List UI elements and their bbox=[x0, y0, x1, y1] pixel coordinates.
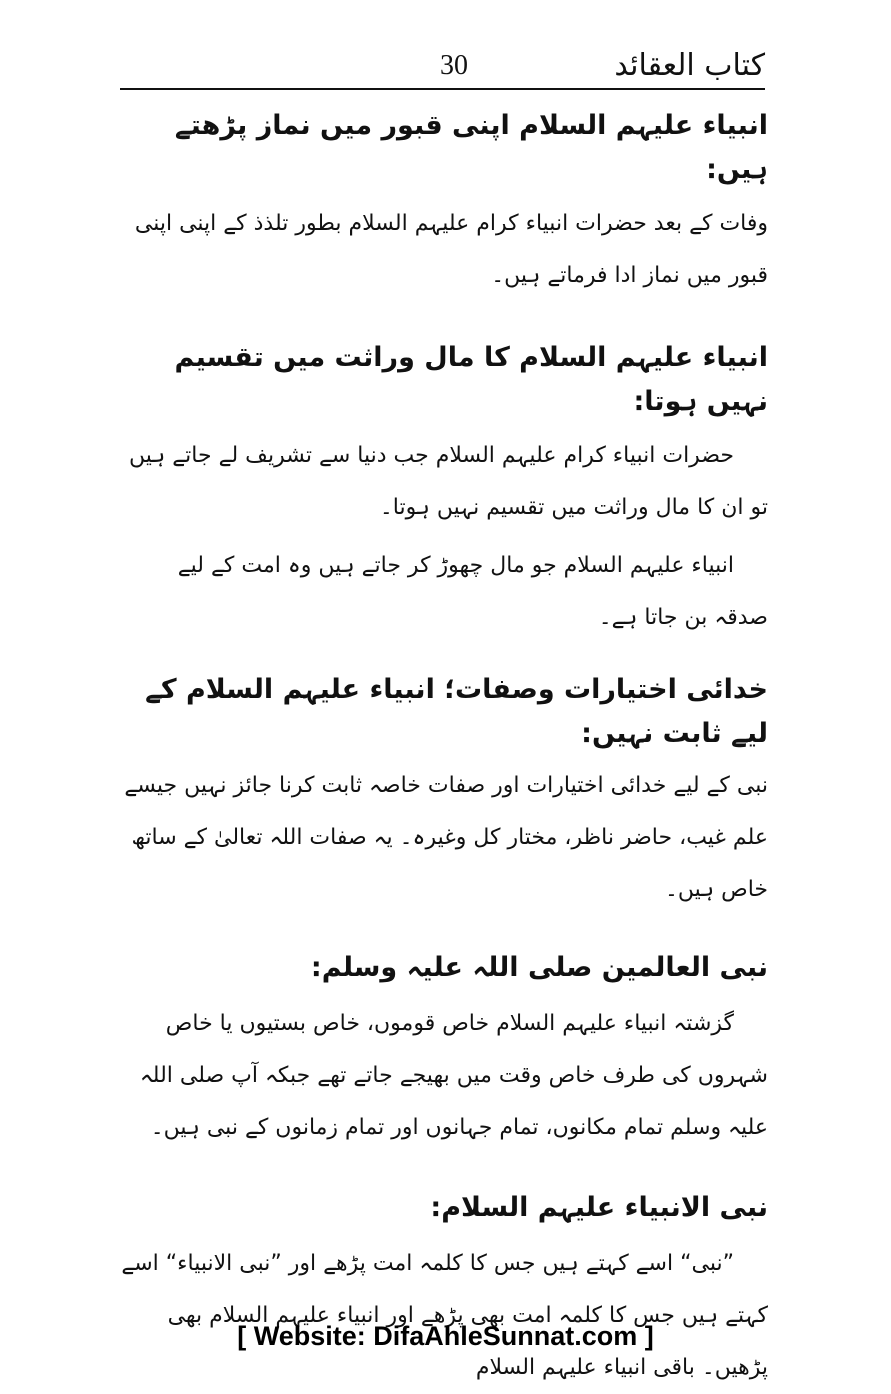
section-heading-inheritance: انبیاء علیہم السلام کا مال وراثت میں تقسیم نہیں ہوتا: bbox=[174, 342, 768, 417]
section-heading-prophet-of-worlds: نبی العالمین صلی اللہ علیہ وسلم: bbox=[310, 952, 768, 983]
section-heading-prayer-in-graves: انبیاء علیہم السلام اپنی قبور میں نماز پڑھتے ہیں: bbox=[174, 110, 768, 185]
website-footer: [ Website: DifaAhleSunnat.com ] bbox=[237, 1321, 654, 1351]
page-body bbox=[118, 100, 768, 1394]
paragraph-prayer-in-graves: وفات کے بعد حضرات انبیاء کرام علیہم السلام بطور تلذذ کے اپنی اپنی قبور میں نماز ادا فرماتے ہیں۔ bbox=[134, 211, 768, 288]
paragraph-divine-attributes: نبی کے لیے خدائی اختیارات اور صفات خاصہ ثابت کرنا جائز نہیں جیسے علم غیب، حاضر ناظر، مختار کل وغیرہ۔ یہ صفات اللہ تعالیٰ کے ساتھ خاص ہیں۔ bbox=[124, 773, 768, 902]
paragraph-prophet-of-worlds: گزشتہ انبیاء علیہم السلام خاص قوموں، خاص بستیوں یا خاص شہروں کی طرف خاص وقت میں بھیجے جاتے تھے جبکہ آپ صلی اللہ علیہ وسلم تمام مکانوں، تمام جہانوں اور تمام زمانوں کے نبی ہیں۔ bbox=[139, 1011, 768, 1140]
header-divider bbox=[120, 88, 765, 90]
section-heading-prophet-of-prophets: نبی الانبیاء علیہم السلام: bbox=[430, 1192, 768, 1223]
paragraph-inheritance-2: انبیاء علیہم السلام جو مال چھوڑ کر جاتے ہیں وہ امت کے لیے صدقہ بن جاتا ہے۔ bbox=[177, 553, 768, 630]
paragraph-prophet-of-prophets: ”نبی“ اسے کہتے ہیں جس کا کلمہ امت پڑھے اور ”نبی الانبیاء“ اسے کہتے ہیں جس کا کلمہ امت بھی پڑھے اور انبیاء علیہم السلام بھی پڑھیں۔ باقی انبیاء علیہم السلام bbox=[121, 1251, 768, 1380]
page-number: 30 bbox=[440, 50, 468, 81]
section-heading-divine-attributes: خدائی اختیارات وصفات؛ انبیاء علیہم السلام کے لیے ثابت نہیں: bbox=[145, 674, 768, 749]
page-header bbox=[120, 42, 765, 90]
paragraph-inheritance-1: حضرات انبیاء کرام علیہم السلام جب دنیا سے تشریف لے جاتے ہیں تو ان کا مال وراثت میں تقسیم نہیں ہوتا۔ bbox=[129, 443, 768, 520]
book-title: کتاب العقائد bbox=[614, 48, 765, 83]
